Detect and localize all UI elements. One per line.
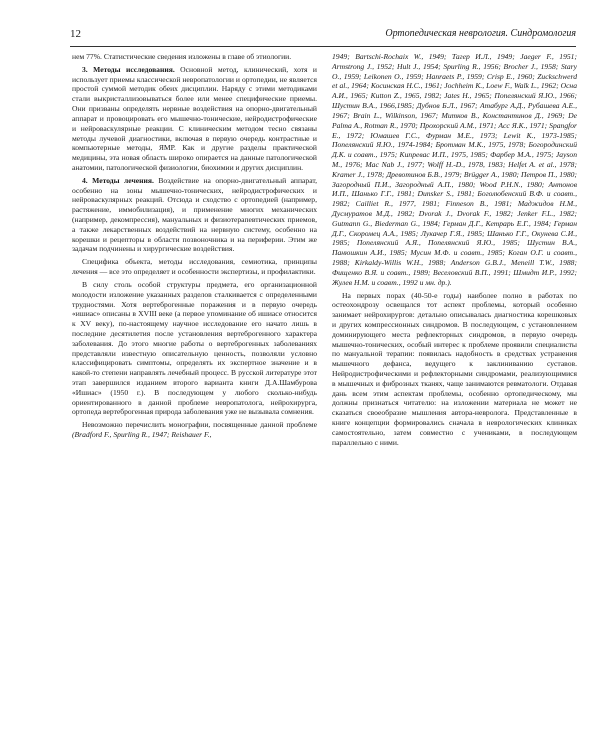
header-rule — [70, 46, 576, 47]
paragraph-methods-treatment — [72, 176, 317, 255]
paragraph-history: В силу столь особой структуры предмета, его организационной молодости изложение указанных разделов сталкивается с определенными трудностями. Хотя вертеброгенные поражения и в первую очередь «ишиас» описаны в XVIII веке (а первое упоминание об ишиасе относится к XV веку), по-настоящему научное исследование его начато лишь в последние десятилетия после установления вертеброгенного характера заболевания. До этого многие работы о вертеброгенных заболеваниях представляли известную описательную ценность, позволяли условно классифицировать симптомы, определять их экспертное значение и в какой-то степени направлять лечебный процесс. В русской литературе этот этап завершился изданием второго варианта книги Д.А.Шамбурова «Ишиас» (1950 г.). В последующем у любого сколько-нибудь ориентированного в данной проблеме невропатолога, нейрохирурга, ортопеда вертеброгенная природа заболевания уже не вызывала сомнения. — [72, 279, 317, 417]
paragraph-early-period: На первых порах (40-50-е годы) наиболее полно в работах по остеохондрозу освещался тот аспект проблемы, который особенно занимает нейрохирургов: детально описывалась диагностика корешковых и других компрессионных синдромов. В последующем, с установлением доминирующего места рефлекторных синдромов, в первую очередь мышечно-тонических, особый интерес к проблеме проявили специалисты по мануальной терапии: появилась надобность в средствах устранения мышечного дефанса, ведущего к заклиниванию суставов. Нейродистрофическими и рефлекторными синдромами, реализующимися в мышечных и фиброзных тканях, чаще занимаются ревматологи. Отдавая дань всем этим аспектам проблемы, особенно ортопедическому, мы должны признаться читателю: на изложении материала не может не сказаться своеобразие мышления автора-невролога. Представленные в книге концепции формировались сначала в неврологических клиниках самостоятельно, затем совместно с учениками, в последующем параллельно с ними. — [332, 290, 577, 447]
paragraph-specifics: Специфика объекта, методы исследования, семиотика, принципы лечения — все это определяет и особенности экспертизы, и профилактики. — [72, 257, 317, 277]
research-methods-text: Основной метод, клинический, хотя и использует приемы классической невропатологии и ортопедии, не является простой суммой методик обеих дисциплин. Наряду с этими методиками стали выкристаллизовываться более или менее специфические приемы. Они призваны определять нервные воздействия на опорно-двигательный аппарат и провоцировать его мышечно-тонические, нейродистрофические и нейроваскулярные реакции. С клиническим методом тесно связаны методы лучевой диагностики, включая в первую очередь контрастные и компьютерные методы, ЯМР. Как и другие разделы практической медицины, эта новая область широко опирается на данные патологической анатомии, патологической физиологии, биохимии и других дисциплин. — [72, 64, 317, 172]
left-column — [72, 52, 317, 440]
references-start: (Bradford F., Spurling R., 1947; Reishauer F., — [72, 430, 212, 440]
section-heading-research-methods: 3. Методы исследования. — [82, 64, 175, 74]
page-number: 12 — [70, 28, 81, 40]
monographs-text: Невозможно перечислить монографии, посвященные данной проблеме — [82, 420, 317, 430]
references-continued: 1949; Bartschi-Rochaix W., 1949; Тагер И.Л., 1949; Jaeger F., 1951; Armstrong J., 1952; Hult J., 1954; Spurling R., 1956; Brocher J., 1958; Stary O., 1959; Leikonen O., 1959; Hanraets P., 1959; Crisp E., 1960; Zuckschwerd et al., 1964; Косинская Н.С., 1961; Jochheim K., Loew F., Walk L., 1962; Осна А.И., 1965; Kutton Z., 1965, 1982; Jates H., 1965; Попелянский Я.Ю., 1966; Шустин В.А., 1966,1985; Дубнов Б.Л., 1967; Атабург А.Д., Рубашева А.Е., 1967; Brain L., Wilkinson, 1967; Митков В., Константинов Д., 1969; De Palma A., Rotman R., 1970; Прохорский А.М., 1971; Acc Я.К., 1971; Spangfor E., 1972; Юмашев Г.С., Фурман М.Е., 1973; Lewit K., 1973-1985; Попелянский Я.Ю., 1974-1984; Бротман М.К., 1975, 1978; Богородинский Д.К. и соавт., 1975; Кипревас И.П., 1975, 1985; Фарбер М.А., 1975; Jayson M., 1976; Mac Nab J., 1977; Wolff H.-D., 1978, 1983; Helfet A. et al., 1978; Kramer J., 1978; Древотинов Б.В., 1979; Brügger A., 1980; Петров П., 1980; Загородный П.И., Загородный А.П., 1980; Wood P.H.N., 1980; Антонов И.П., Шанько Г.Г., 1981; Dunsker S., 1981; Боголюбенский В.Ф. и соавт., 1982; Cailliet R., 1977, 1981; Finneson B., 1981; Маджидов Н.М., Дусмуратов М.Д., 1982; Dvorak J., Dvorak F., 1982; Jenker F.L., 1982; Gutmann G., Biederman G., 1984; Герман Д.Г., Кетрарь Е.Г., 1984; Герман Д.Г., Скоромец А.А., 1985; Лукачер Г.Я., 1985; Шанько Г.Г., Окунева С.И., 1985; Попелянский А.Я., Попелянский Я.Ю., 1985; Шустин В.А., Панюшкин А.И., 1985; Мусин М.Ф. и соавт., 1985; Коган О.Г. и соавт., 1988; Kirkaldy-Willis W.H., 1988; Anderson G.B.J., Meneill T.W., 1988; Фищенко В.Я. и соавт., 1989; Веселовский В.П., 1991; Шмидт И.Р., 1992; Жулев Н.М. и соавт., 1992 и мн. др.). — [332, 52, 577, 287]
paragraph-monographs — [72, 420, 317, 440]
paragraph-intro: нем 77%. Статистические сведения изложены в главе об этиологии. — [72, 52, 292, 61]
treatment-methods-text: Воздействие на опорно-двигательный аппарат, особенно на зоны мышечно-тонических, нейродистрофических и нейроваскулярных реакций. Отсюда и сходство с ортопедией (например, растяжение, иммобилизация), и применение многих механических (например, декомпрессия), мануальных и физиотерапевтических приемов, а также лекарственных воздействий на нервную систему, особенно на корешки и рецепторы в области позвоночника и на периферии. Этим же задачам подчинены и хирургические воздействия. — [72, 175, 318, 254]
right-column — [332, 52, 577, 448]
running-title: Ортопедическая неврология. Синдромология — [385, 28, 576, 39]
page-header — [70, 28, 576, 44]
paragraph-methods-research — [72, 65, 317, 173]
section-heading-treatment-methods: 4. Методы лечения. — [82, 175, 154, 185]
